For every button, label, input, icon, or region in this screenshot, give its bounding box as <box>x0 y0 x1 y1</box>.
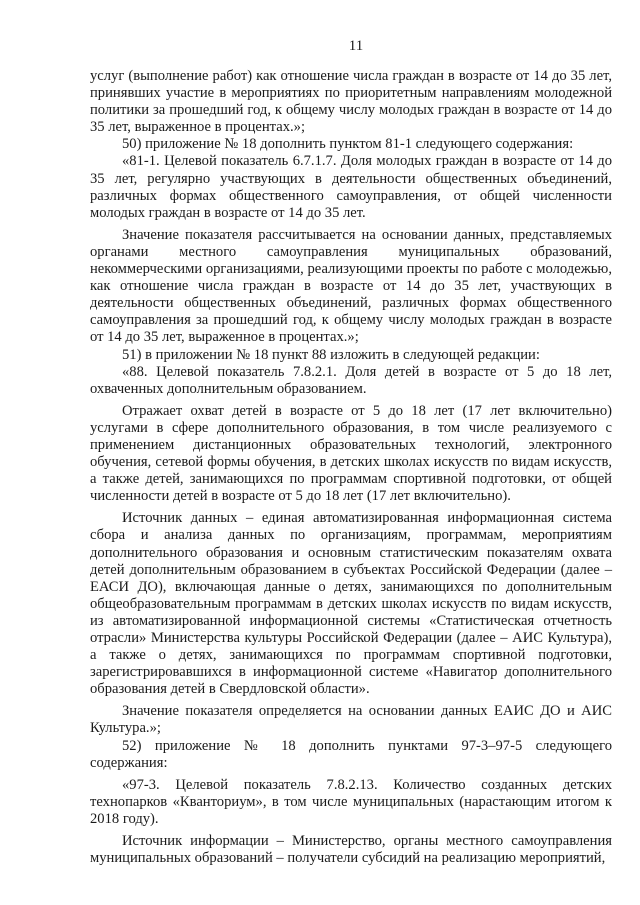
paragraph: Источник информации – Министерство, органы местного самоуправления муниципальных образований – получатели субсидий на реализацию мероприятий, <box>90 833 612 867</box>
paragraph: Значение показателя рассчитывается на основании данных, представляемых органами местного самоуправления муниципальных образований, некоммерческими организациями, реализующими проекты по работе с молодежью, как отношение числа граждан в возрасте от 14 до 35 лет, участвующих в деятельности общественных объединений, различных формах общественного самоуправления за прошедший год, к общему числу молодых граждан в возрасте от 14 до 35 лет, выраженное в процентах.»; <box>90 226 612 346</box>
paragraph: «88. Целевой показатель 7.8.2.1. Доля детей в возрасте от 5 до 18 лет, охваченных дополнительным образованием. <box>90 363 612 397</box>
paragraph: 50) приложение № 18 дополнить пунктом 81-1 следующего содержания: <box>122 136 574 153</box>
paragraph: «97-3. Целевой показатель 7.8.2.13. Количество созданных детских технопарков «Кванториум», в том числе муниципальных (нарастающим итогом к 2018 году). <box>90 776 612 827</box>
paragraph: услуг (выполнение работ) как отношение числа граждан в возрасте от 14 до 35 лет, принявших участие в мероприятиях по приоритетным направлениям молодежной политики за прошедший год, к общему числу молодых граждан в возрасте от 14 до 35 лет, выраженное в процентах.»; <box>90 68 612 136</box>
document-body <box>90 68 612 867</box>
page-number: 11 <box>348 38 364 54</box>
paragraph: Значение показателя определяется на основании данных ЕАИС ДО и АИС Культура.»; <box>90 703 612 737</box>
paragraph: Отражает охват детей в возрасте от 5 до 18 лет (17 лет включительно) услугами в сфере дополнительного образования, в том числе реализуемого с применением дистанционных образовательных технологий, электронного обучения, сетевой формы обучения, в детских школах искусств по видам искусств, а также детей, занимающихся по программам спортивной подготовки, от общей численности детей в возрасте от 5 до 18 лет (17 лет включительно). <box>90 402 612 505</box>
paragraph: 51) в приложении № 18 пункт 88 изложить в следующей редакции: <box>122 346 540 363</box>
paragraph: 52) приложение № 18 дополнить пунктами 97-3–97-5 следующего содержания: <box>90 737 612 771</box>
paragraph: Источник данных – единая автоматизированная информационная система сбора и анализа данных по организациям, программам, мероприятиям дополнительного образования и основным статистическим показателям охвата детей дополнительным образованием в субъектах Российской Федерации (далее – ЕАСИ ДО), включающая данные о детях, занимающихся по дополнительным общеобразовательным программам в детских школах искусств по видам искусств, из автоматизированной информационной системы «Статистическая отчетность отрасли» Министерства культуры Российской Федерации (далее – АИС Культура), а также о детях, занимающихся по программам спортивной подготовки, зарегистрировавшихся в информационной системе «Навигатор дополнительного образования детей в Свердловской области». <box>90 510 612 698</box>
paragraph: «81-1. Целевой показатель 6.7.1.7. Доля молодых граждан в возрасте от 14 до 35 лет, регулярно участвующих в деятельности общественных объединений, различных формах общественного самоуправления, от общей численности молодых граждан в возрасте от 14 до 35 лет. <box>90 153 612 221</box>
